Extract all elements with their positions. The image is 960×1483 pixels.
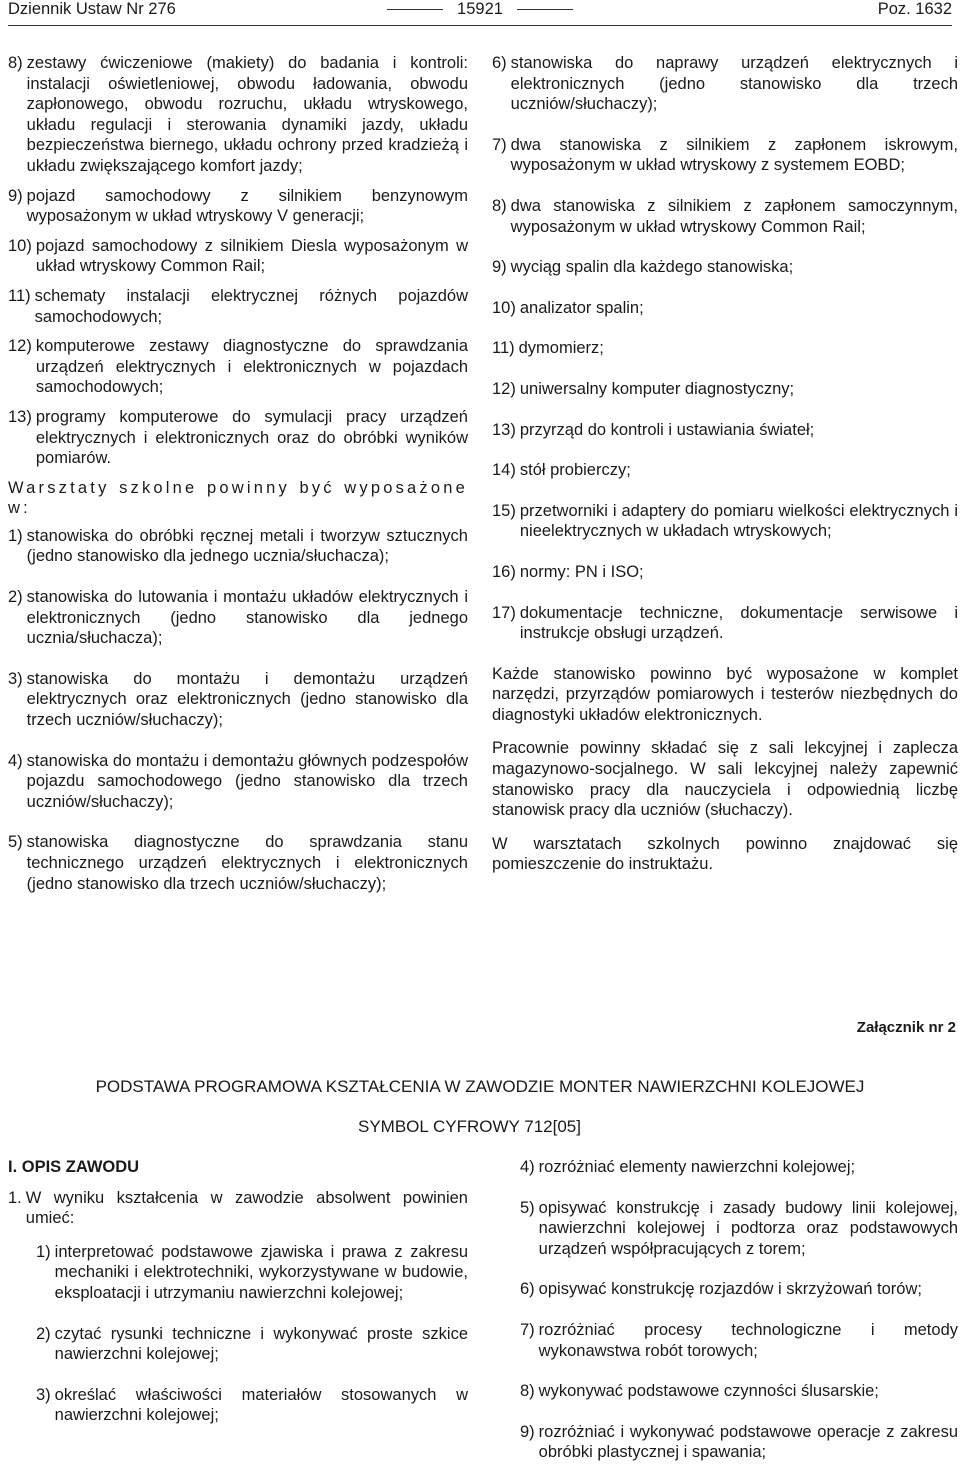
list-item (520, 1157, 958, 1178)
list-item (492, 562, 958, 583)
list-item (492, 460, 958, 481)
item-number: 17) (492, 603, 516, 622)
list-item (492, 53, 958, 115)
item-text: pojazd samochodowy z silnikiem benzynowym wyposażonym w układ wtryskowy V generacji; (26, 186, 468, 226)
item-number: 8) (8, 54, 23, 72)
item-text: normy: PN i ISO; (519, 562, 644, 581)
item-number: 13) (8, 407, 32, 426)
annex-label: Załącznik nr 2 (856, 1019, 956, 1036)
list-item (8, 336, 468, 398)
page-header (8, 0, 952, 22)
item-number: 9) (520, 1422, 535, 1441)
list-item (520, 1279, 958, 1300)
list-item (8, 186, 468, 227)
item-text: stanowiska do montażu i demontażu głównych podzespołów pojazdu samochodowego (jedno stanowisko dla trzech uczniów/słuchaczy); (26, 751, 468, 811)
item-text: dymomierz; (518, 339, 604, 358)
section-title: I. OPIS ZAWODU (8, 1158, 140, 1176)
right-column (492, 53, 958, 888)
item-text: uniwersalny komputer diagnostyczny; (519, 379, 795, 398)
page-number: 15921 (457, 0, 503, 18)
item-number: 12) (492, 379, 516, 398)
list-item (36, 1324, 468, 1365)
item-number: 8) (520, 1382, 535, 1401)
item-number: 10) (8, 236, 32, 255)
item-text: określać właściwości materiałów stosowanych w nawierzchni kolejowej; (54, 1385, 468, 1425)
section-intro (8, 1188, 468, 1229)
journal-name: Dziennik Ustaw Nr 276 (8, 0, 176, 18)
skills-list-continued (492, 1157, 958, 1463)
list-item (492, 196, 958, 237)
item-text: opisywać konstrukcję rozjazdów i skrzyżowań torów; (538, 1280, 922, 1299)
item-text: stanowiska do lutowania i montażu układów elektrycznych i elektronicznych (jedno stanowisko dla jednego ucznia/słuchacza); (26, 588, 468, 648)
item-text: schematy instalacji elektrycznej różnych pojazdów samochodowych; (34, 286, 468, 326)
list-item (520, 1320, 958, 1361)
list-item (8, 53, 468, 177)
item-number: 2) (36, 1324, 51, 1343)
item-number: 7) (492, 135, 507, 154)
equipment-list-continued (8, 53, 468, 469)
list-item (8, 751, 468, 813)
intro-text: W wyniku kształcenia w zawodzie absolwent powinien umieć: (25, 1188, 468, 1228)
item-text: dwa stanowiska z silnikiem z zapłonem iskrowym, wyposażonym w układ wtryskowy z systemem EOBD; (510, 135, 958, 175)
annex-right-column (492, 1157, 958, 1483)
list-item (492, 257, 958, 278)
item-text: programy komputerowe do symulacji pracy urządzeń elektrycznych i elektronicznych oraz do obróbki wyników pomiarów. (35, 407, 468, 468)
item-text: stanowiska do obróbki ręcznej metali i tworzyw sztucznych (jedno stanowisko dla jednego ucznia/słuchacza); (26, 526, 468, 566)
list-item (520, 1422, 958, 1463)
paragraph-workstation: Każde stanowisko powinno być wyposażone w komplet narzędzi, przyrządów pomiarowych i testerów niezbędnych do diagnostyki układów elektronicznych. (492, 664, 958, 724)
item-text: komputerowe zestawy diagnostyczne do sprawdzania urządzeń elektrycznych i elektronicznych w pojazdach samochodowych; (35, 337, 468, 397)
item-text: wykonywać podstawowe czynności ślusarskie; (538, 1382, 879, 1401)
list-item (8, 669, 468, 731)
list-item (8, 832, 468, 894)
item-text: dwa stanowiska z silnikiem z zapłonem samoczynnym, wyposażonym w układ wtryskowy Common Rail; (510, 196, 958, 236)
annex-left-column (8, 1157, 468, 1446)
left-column (8, 53, 468, 914)
item-number: 2) (8, 588, 23, 607)
list-item (36, 1242, 468, 1304)
item-number: 13) (492, 420, 516, 439)
item-text: opisywać konstrukcję i zasady budowy linii kolejowej, nawierzchni kolejowej i podtorza oraz podstawowych urządzeń współpracujących z torem; (538, 1198, 958, 1258)
item-number: 8) (492, 196, 507, 215)
item-number: 11) (8, 286, 31, 305)
item-text: pojazd samochodowy z silnikiem Diesla wyposażonym w układ wtryskowy Common Rail; (35, 236, 468, 276)
item-text: rozróżniać i wykonywać podstawowe operacje z zakresu obróbki plastycznej i spawania; (538, 1422, 958, 1462)
item-number: 6) (492, 54, 507, 72)
intro-number: 1. (8, 1188, 22, 1207)
item-text: czytać rysunki techniczne i wykonywać proste szkice nawierzchni kolejowej; (54, 1324, 468, 1364)
item-text: dokumentacje techniczne, dokumentacje serwisowe i instrukcje obsługi urządzeń. (519, 603, 958, 643)
item-text: rozróżniać procesy technologiczne i metody wykonawstwa robót torowych; (538, 1320, 958, 1360)
item-text: przetworniki i adaptery do pomiaru wielkości elektrycznych i nieelektrycznych w układach wtryskowych; (519, 501, 958, 541)
annex-symbol: SYMBOL CYFROWY 712[05] (358, 1117, 581, 1136)
item-number: 9) (492, 258, 507, 277)
item-text: analizator spalin; (519, 298, 644, 317)
list-item (492, 420, 958, 441)
item-number: 5) (520, 1198, 535, 1217)
list-item (8, 587, 468, 649)
header-rule (8, 25, 952, 26)
list-item (8, 526, 468, 567)
item-number: 1) (36, 1242, 51, 1261)
item-number: 1) (8, 526, 23, 545)
dash-right (517, 9, 573, 10)
list-item (520, 1198, 958, 1260)
item-text: interpretować podstawowe zjawiska i prawa z zakresu mechaniki i elektrotechniki, wykorzystywane w budowie, eksploatacji i utrzymaniu nawierzchni kolejowej; (54, 1242, 468, 1302)
item-number: 3) (36, 1385, 51, 1404)
item-number: 14) (492, 461, 516, 480)
list-item (8, 407, 468, 469)
item-number: 4) (520, 1158, 535, 1176)
item-number: 10) (492, 298, 516, 317)
page-number-block (8, 0, 952, 19)
item-text: stanowiska do montażu i demontażu urządzeń elektrycznych oraz elektronicznych (jedno stanowisko dla trzech uczniów/słuchaczy); (26, 669, 468, 730)
item-number: 3) (8, 669, 23, 688)
item-text: stanowiska diagnostyczne do sprawdzania stanu technicznego urządzeń elektrycznych i elektronicznych (jedno stanowisko dla trzech uczniów/słuchaczy); (26, 833, 468, 893)
item-text: stanowiska do naprawy urządzeń elektrycznych i elektronicznych (jedno stanowisko dla trzech uczniów/słuchaczy); (510, 54, 958, 114)
annex-title: PODSTAWA PROGRAMOWA KSZTAŁCENIA W ZAWODZIE MONTER NAWIERZCHNI KOLEJOWEJ (95, 1077, 865, 1096)
workshop-list-continued (492, 53, 958, 644)
item-number: 11) (492, 339, 515, 358)
list-item (492, 501, 958, 542)
list-item (8, 236, 468, 277)
item-number: 16) (492, 562, 516, 581)
item-number: 7) (520, 1320, 535, 1339)
list-item (520, 1381, 958, 1402)
list-item (36, 1385, 468, 1426)
dash-left (387, 9, 443, 10)
paragraph-instruction-room: W warsztatach szkolnych powinno znajdować się pomieszczenie do instruktażu. (492, 834, 958, 874)
paragraph-rooms: Pracownie powinny składać się z sali lekcyjnej i zaplecza magazynowo-socjalnego. W sali lekcyjnej należy zapewnić stanowisko pracy dla nauczyciela i odpowiednią liczbę stanowisk pracy dla uczniów (słuchaczy). (492, 739, 958, 820)
list-item (492, 298, 958, 319)
item-text: przyrząd do kontroli i ustawiania świateł; (519, 420, 815, 439)
item-number: 9) (8, 186, 23, 205)
skills-list (8, 1242, 468, 1426)
list-item (492, 603, 958, 644)
item-number: 6) (520, 1280, 535, 1299)
list-item (492, 338, 958, 359)
item-number: 4) (8, 751, 23, 770)
list-item (492, 135, 958, 176)
item-text: wyciąg spalin dla każdego stanowiska; (510, 258, 794, 277)
item-text: rozróżniać elementy nawierzchni kolejowej; (538, 1158, 856, 1176)
position-number: Poz. 1632 (877, 0, 952, 18)
item-text: zestawy ćwiczeniowe (makiety) do badania i kontroli: instalacji oświetleniowej, obwodu ładowania, obwodu zapłonowego, obwodu rozruchu, układu wtryskowego, układu regulacji i sterowania dynamiki jazdy, układu bezpieczeństwa biernego, układu ochrony przed kradzieżą i układu zwiększającego komfort jazdy; (26, 54, 468, 175)
item-number: 12) (8, 337, 32, 356)
workshop-intro: Warsztaty szkolne powinny być wyposażone w: (8, 478, 468, 518)
item-text: stół probierczy; (519, 461, 631, 480)
list-item (492, 379, 958, 400)
workshop-list (8, 526, 468, 894)
list-item (8, 286, 468, 327)
item-number: 15) (492, 501, 516, 520)
item-number: 5) (8, 833, 23, 852)
